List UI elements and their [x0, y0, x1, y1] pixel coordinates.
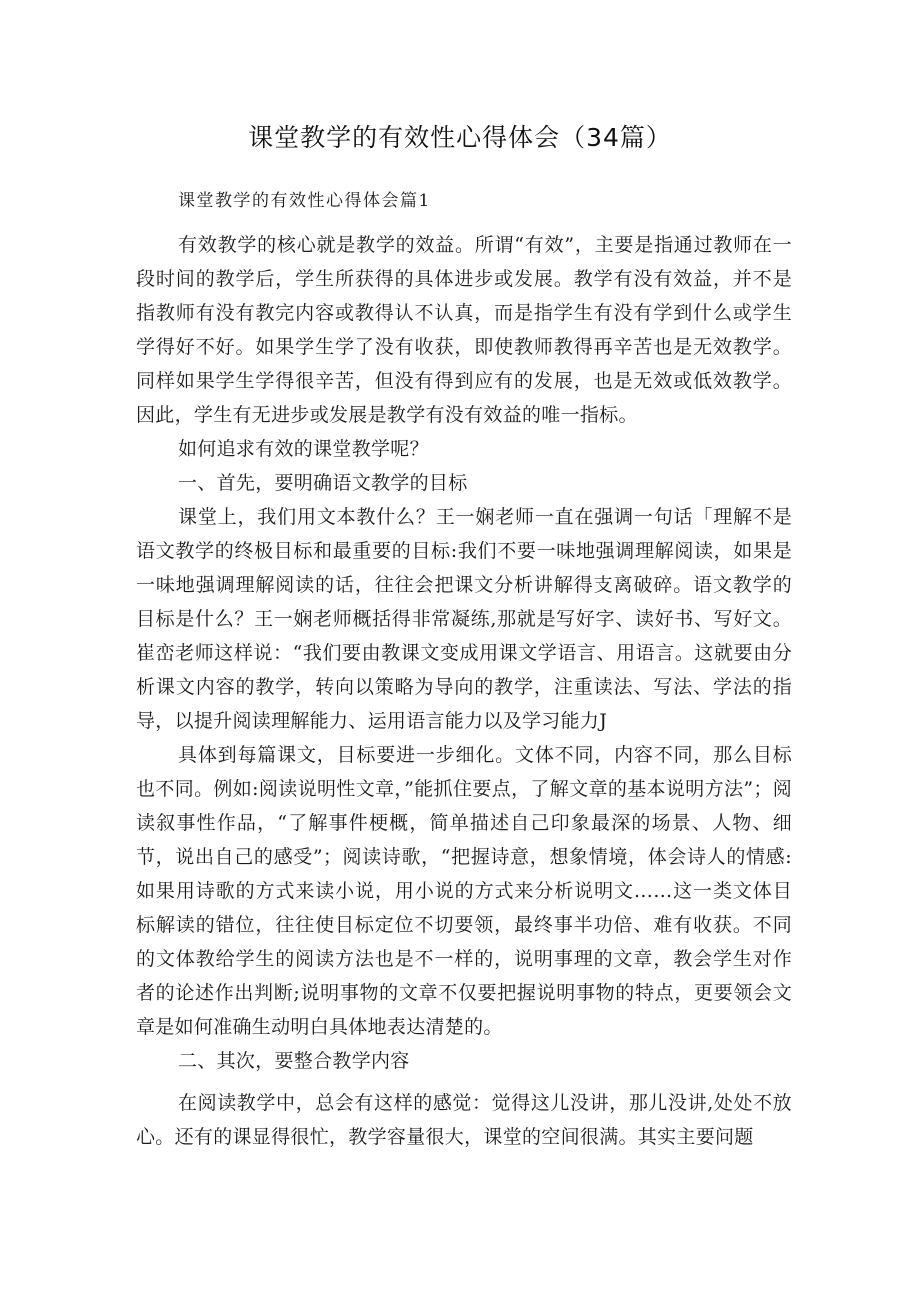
- paragraph: 具体到每篇课文，目标要进一步细化。文体不同，内容不同，那么目标也不同。例如:阅读说明性文章，”能抓住要点，了解文章的基本说明方法”；阅读叙事性作品，“了解事件梗概，简单描述自己印象最深的场景、人物、细节，说出自己的感受”；阅读诗歌，“把握诗意，想象情境，体会诗人的情感:如果用诗歌的方式来读小说，用小说的方式来分析说明文……这一类文体目标解读的错位，往往使目标定位不切要领，最终事半功倍、难有收获。不同的文体教给学生的阅读方法也是不一样的，说明事理的文章，教会学生对作者的论述作出判断;说明事物的文章不仅要把握说明事物的特点，更要领会文章是如何准确生动明白具体地表达清楚的。: [136, 744, 792, 1038]
- document-title: 课堂教学的有效性心得体会（34篇）: [248, 123, 672, 152]
- paragraph: 课堂上，我们用文本教什么？王一娴老师一直在强调一句话「理解不是语文教学的终极目标和最重要的目标:我们不要一味地强调理解阅读，如果是一味地强调理解阅读的话，往往会把课文分析讲解得支离破碎。语文教学的目标是什么？王一娴老师概括得非常凝练,那就是写好字、读好书、写好文。崔峦老师这样说：“我们要由教课文变成用课文学语言、用语言。这就要由分析课文内容的教学，转向以策略为导向的教学，注重读法、写法、学法的指导，以提升阅读理解能力、运用语言能力以及学习能力J: [136, 506, 792, 732]
- subheading-2: 二、其次，要整合教学内容: [178, 1050, 410, 1072]
- paragraph: 有效教学的核心就是教学的效益。所谓“有效”，主要是指通过教师在一段时间的教学后，学生所获得的具体进步或发展。教学有没有效益，并不是指教师有没有教完内容或教得认不认真，而是指学生有没有学到什么或学生学得好不好。如果学生学了没有收获，即使教师教得再辛苦也是无效教学。同样如果学生学得很辛苦，但没有得到应有的发展，也是无效或低效教学。因此，学生有无进步或发展是教学有没有效益的唯一指标。: [136, 234, 792, 426]
- section-heading: 课堂教学的有效性心得体会篇1: [178, 191, 431, 211]
- subheading-1: 一、首先，要明确语文教学的目标: [178, 472, 468, 494]
- paragraph: 如何追求有效的课堂教学呢？: [178, 438, 429, 460]
- paragraph: 在阅读教学中，总会有这样的感觉：觉得这儿没讲，那儿没讲,处处不放心。还有的课显得很忙，教学容量很大，课堂的空间很满。其实主要问题: [136, 1092, 792, 1148]
- document-body: [136, 188, 792, 1154]
